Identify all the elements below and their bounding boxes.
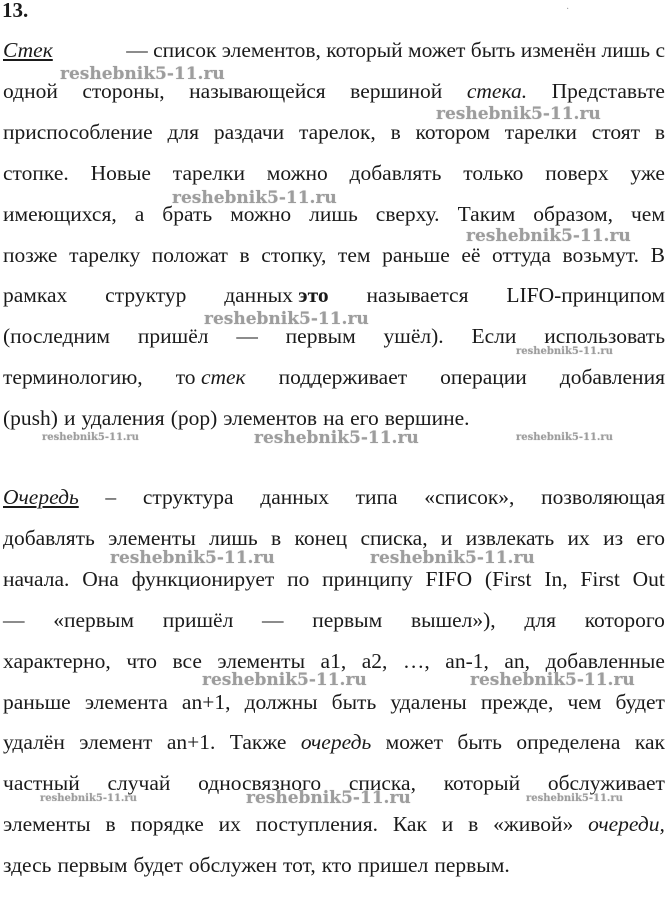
text-span: терминологию, <box>3 365 143 390</box>
text-span: типа <box>355 485 398 509</box>
text-line <box>3 363 665 403</box>
watermark: reshebnik5-11.ru <box>204 309 369 329</box>
text-span: стороны, <box>82 78 165 103</box>
text-span: Таким <box>457 201 516 226</box>
text-span: вышел»), <box>410 607 496 632</box>
text-line <box>3 810 665 850</box>
text-span: очереди, <box>588 812 665 837</box>
watermark: reshebnik5-11.ru <box>110 548 275 568</box>
text-line <box>3 728 665 768</box>
text-span: поступления. <box>255 812 379 837</box>
text-span: лишь <box>209 525 258 550</box>
text-span: очередь <box>300 730 372 755</box>
text-span: FIFO <box>425 566 473 591</box>
text-span: …, <box>402 648 430 673</box>
text-span: добавлять <box>349 160 442 185</box>
text-span: в <box>654 119 665 144</box>
text-span: раньше <box>3 689 71 714</box>
text-span: элемент <box>79 730 153 755</box>
text-span: определена <box>516 730 621 755</box>
text-span: характерно, <box>3 648 111 673</box>
text-span: брать <box>162 201 213 226</box>
text-span: First <box>580 566 620 591</box>
text-line <box>3 241 665 281</box>
text-span: данных <box>260 485 329 509</box>
text-span: добавленные <box>545 648 665 673</box>
text-span: удаления <box>81 406 165 431</box>
text-span: первым. <box>434 853 510 878</box>
watermark: reshebnik5-11.ru <box>246 788 411 808</box>
text-span: ушёл). <box>383 324 444 349</box>
text-span: — <box>262 607 284 632</box>
text-span: In, <box>544 566 568 591</box>
stray-mark: · <box>566 4 570 15</box>
text-span: начала. <box>3 566 70 591</box>
text-span: раньше <box>382 242 450 267</box>
text-span: удалены <box>390 689 467 714</box>
text-line <box>3 688 665 728</box>
text-span: – <box>105 485 117 509</box>
text-span: «список», <box>424 485 515 509</box>
text-span: а <box>134 201 145 226</box>
watermark: reshebnik5-11.ru <box>516 432 613 443</box>
text-span: тарелок, <box>298 119 376 144</box>
text-span: что <box>126 648 157 673</box>
text-span: раздачи <box>213 119 285 144</box>
watermark: reshebnik5-11.ru <box>202 670 367 690</box>
text-span: добавления <box>559 365 665 390</box>
text-span: Представьте <box>551 78 665 103</box>
text-span: чем <box>630 201 665 226</box>
text-span: элементы <box>217 648 306 673</box>
watermark: reshebnik5-11.ru <box>470 670 635 690</box>
text-span: an+1. <box>166 730 216 755</box>
text-span: извлекать <box>465 525 555 550</box>
text-span: «первым <box>53 607 134 632</box>
watermark: reshebnik5-11.ru <box>466 226 631 246</box>
text-line <box>3 606 665 646</box>
text-span: (push) <box>3 406 58 431</box>
text-span: здесь <box>3 853 52 878</box>
text-span: стоят <box>591 119 641 144</box>
text-span: рамках <box>3 283 68 308</box>
text-span: конец <box>294 525 348 550</box>
text-span: её <box>461 242 481 267</box>
text-span: элементы <box>108 525 196 550</box>
text-span: тарелки <box>172 160 245 185</box>
text-span: пришел <box>357 853 429 878</box>
text-span: элемента <box>84 689 168 714</box>
text-span: (pop) <box>170 406 218 431</box>
text-span: позволяющая <box>541 485 665 509</box>
text-span: Out <box>632 566 665 591</box>
watermark: reshebnik5-11.ru <box>516 346 613 357</box>
text-span: обслуживает <box>547 771 665 796</box>
text-span: стопке. <box>3 160 69 185</box>
text-span: и <box>441 812 454 837</box>
text-span: называющейся <box>189 78 326 103</box>
text-line <box>3 851 665 891</box>
text-span: Если <box>471 324 517 349</box>
text-span: пришёл <box>137 324 209 349</box>
text-span: пришёл <box>162 607 234 632</box>
watermark: reshebnik5-11.ru <box>370 548 535 568</box>
text-span: то стек <box>175 365 246 390</box>
text-span: списка, <box>360 525 428 550</box>
text-span: an, <box>504 648 531 673</box>
text-span: LIFO-принципом <box>506 283 665 308</box>
text-span: — список элементов, который может быть изменён лишь с <box>126 38 665 62</box>
text-span: кто <box>321 853 352 878</box>
text-span: и <box>63 406 76 431</box>
text-span: для <box>167 119 199 144</box>
text-span: структур <box>105 283 187 308</box>
watermark: reshebnik5-11.ru <box>436 104 601 124</box>
text-span: будет <box>615 689 665 714</box>
text-span: вершине. <box>384 406 470 431</box>
text-span: — <box>236 324 258 349</box>
text-span: для <box>524 607 556 632</box>
text-span: поддерживает <box>278 365 408 390</box>
text-span: обслужен <box>188 853 277 878</box>
text-span: в <box>390 119 401 144</box>
text-span: Очередь <box>3 485 79 509</box>
watermark: reshebnik5-11.ru <box>172 188 337 208</box>
text-span: в <box>239 242 250 267</box>
text-span: положат <box>151 242 228 267</box>
text-span: одной <box>3 78 58 103</box>
text-span: и <box>440 525 453 550</box>
text-span: односвязного <box>198 771 322 796</box>
text-span: быть <box>331 689 377 714</box>
text-span: позже <box>3 242 58 267</box>
text-span: будет <box>133 853 183 878</box>
text-span: использовать <box>544 324 665 349</box>
text-span: уже <box>630 160 665 185</box>
text-span: называется <box>366 283 469 308</box>
text-span: быть <box>457 730 502 755</box>
text-span: чем <box>567 689 602 714</box>
text-span: который <box>443 771 521 796</box>
text-span: элементы <box>3 812 91 837</box>
watermark: reshebnik5-11.ru <box>254 428 419 448</box>
text-span: поверх <box>545 160 609 185</box>
text-span: в <box>105 812 116 837</box>
text-span: Она <box>82 566 119 591</box>
text-span: операции <box>440 365 527 390</box>
text-span: тот, <box>282 853 316 878</box>
text-span: как <box>634 730 665 755</box>
text-line <box>3 483 665 523</box>
text-span: их <box>567 525 590 550</box>
text-span: можно <box>230 201 292 226</box>
watermark: reshebnik5-11.ru <box>526 793 623 804</box>
text-span: тем <box>337 242 371 267</box>
text-span: структура <box>142 485 234 509</box>
text-span: лишь <box>309 201 358 226</box>
text-span: по <box>287 566 310 591</box>
text-span: функционирует <box>131 566 275 591</box>
text-span: вершиной <box>350 78 443 103</box>
text-span: в <box>468 812 479 837</box>
text-span: принципу <box>322 566 413 591</box>
text-span: Как <box>392 812 427 837</box>
text-span: можно <box>266 160 328 185</box>
watermark: reshebnik5-11.ru <box>42 432 139 443</box>
text-span: порядке <box>130 812 204 837</box>
text-span: тарелку <box>69 242 141 267</box>
text-span: an+1, <box>181 689 231 714</box>
text-span: его <box>636 525 665 550</box>
text-line <box>3 565 665 605</box>
text-span: образом, <box>533 201 613 226</box>
text-span: (First <box>484 566 532 591</box>
text-span: a2, <box>361 648 388 673</box>
text-span: данных это <box>224 283 329 308</box>
watermark: reshebnik5-11.ru <box>60 64 225 84</box>
text-line <box>3 524 665 564</box>
text-span: на <box>323 406 345 431</box>
text-span: только <box>463 160 524 185</box>
text-span: возьмут. <box>562 242 640 267</box>
text-span: имеющихся, <box>3 201 117 226</box>
text-span: — <box>3 607 25 632</box>
text-span: из <box>603 525 624 550</box>
text-span: стека. <box>466 78 528 103</box>
text-span: списка, <box>348 771 416 796</box>
text-span: «живой» <box>493 812 574 837</box>
text-span: может <box>385 730 443 755</box>
text-span: случай <box>107 771 171 796</box>
text-span: первым <box>57 853 128 878</box>
task-number: 13. <box>2 0 29 22</box>
text-span: элементов <box>223 406 318 431</box>
text-span: оттуда <box>492 242 551 267</box>
text-span: Стек <box>3 38 53 62</box>
text-span: первым <box>312 607 383 632</box>
text-span: В <box>650 242 665 267</box>
text-span: все <box>172 648 202 673</box>
text-span: которого <box>584 607 665 632</box>
text-span: (последним <box>3 324 111 349</box>
text-span: a1, <box>320 648 347 673</box>
text-span: приспособление <box>3 119 153 144</box>
text-span: сверху. <box>375 201 440 226</box>
text-span: удалён <box>3 730 65 755</box>
text-span: частный <box>3 771 80 796</box>
text-span: в <box>271 525 282 550</box>
watermark: reshebnik5-11.ru <box>40 793 137 804</box>
text-span: тарелки <box>504 119 577 144</box>
text-span: добавлять <box>3 525 95 550</box>
text-span: прежде, <box>480 689 554 714</box>
text-span: первым <box>285 324 356 349</box>
text-span: Новые <box>90 160 151 185</box>
text-span: котором <box>415 119 490 144</box>
text-span: их <box>218 812 241 837</box>
text-span: Также <box>229 730 287 755</box>
text-span: его <box>350 406 379 431</box>
text-span: стопку, <box>261 242 327 267</box>
text-span: an-1, <box>445 648 489 673</box>
text-span: должны <box>244 689 318 714</box>
